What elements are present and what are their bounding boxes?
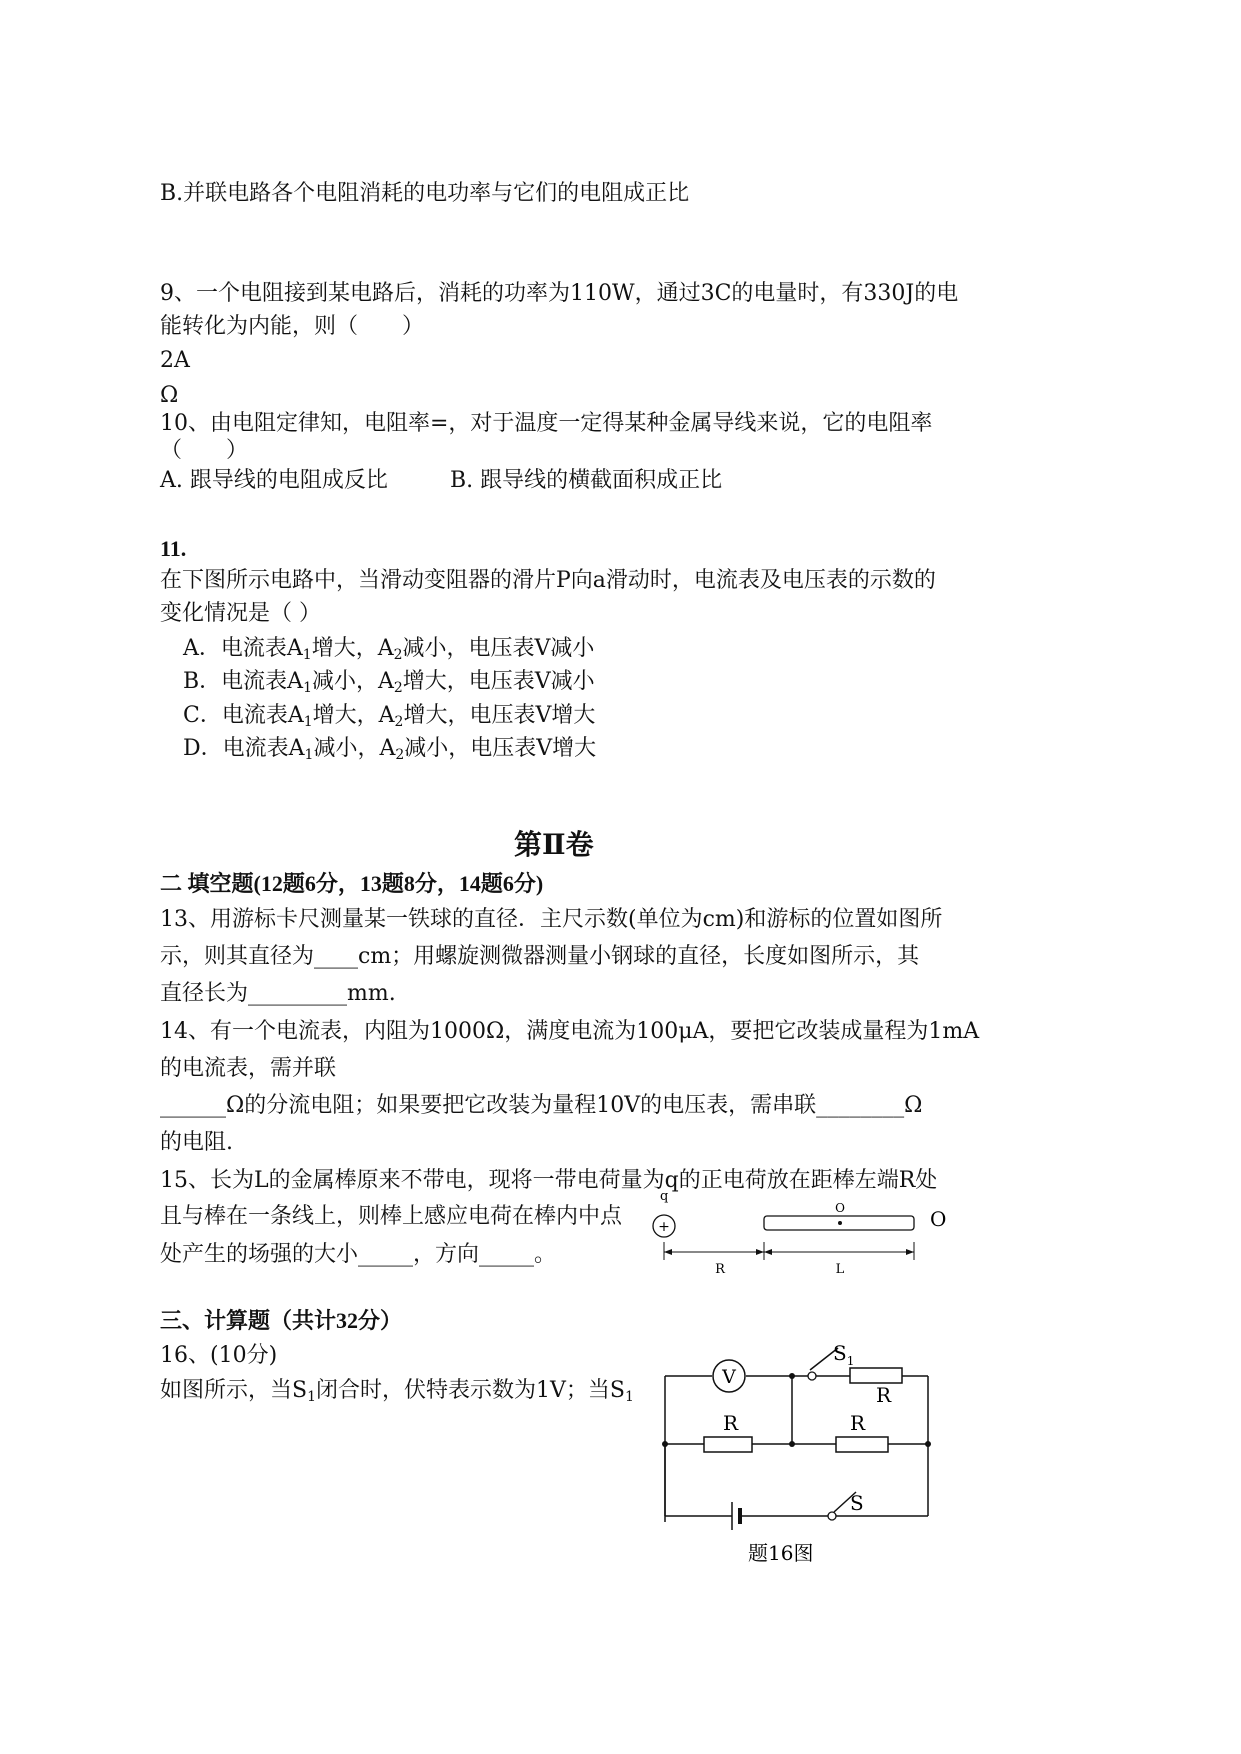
q13-line-1: 13、用游标卡尺测量某一铁球的直径．主尺示数(单位为cm)和游标的位置如图所: [160, 907, 943, 932]
resistor-top: [850, 1368, 902, 1383]
switch-s-contact: [828, 1512, 836, 1520]
switch-s1-label: $S_1$: [833, 1341, 855, 1368]
q15-charge-sign: +: [658, 1219, 670, 1235]
rod-midpoint-dot: [838, 1221, 842, 1225]
section-2-title: 第Ⅱ卷: [514, 830, 594, 861]
switch-s1-contact: [808, 1372, 816, 1380]
q16-circuit-figure: [650, 1330, 950, 1754]
q11-option-c: C．电流表$A_1$增大，$A_2$增大，电压表V增大: [183, 703, 596, 730]
q14-line-2: 的电流表，需并联: [160, 1056, 337, 1081]
q15-r-label: R: [715, 1262, 725, 1277]
q9-fragment-2: Ω: [160, 383, 179, 408]
q9-fragment-1: 2A: [160, 348, 190, 373]
resistor-left: [704, 1437, 752, 1452]
q11-line-2: 变化情况是（ ）: [160, 601, 321, 626]
q11-option-b: B．电流表$A_1$减小，$A_2$增大，电压表V减小: [183, 669, 595, 696]
q9-line-2: 能转化为内能，则（ ）: [160, 314, 425, 339]
arrow-left-icon: [664, 1249, 672, 1255]
q16-text: 如图所示，当$S_1$闭合时，伏特表示数为1V；当$S_1$: [160, 1378, 634, 1405]
section-2-heading: 二 填空题(12题6分，13题8分，14题6分): [160, 871, 544, 896]
q15-charge-label: q: [660, 1189, 669, 1204]
q13-line-3: 直径长为_________mm.: [160, 981, 396, 1006]
q14-line-3: ______Ω的分流电阻；如果要把它改装为量程10V的电压表，需串联________Ω: [160, 1093, 923, 1118]
section-3-heading: 三、计算题（共计32分）: [160, 1308, 403, 1333]
q15-line-2: 且与棒在一条线上，则棒上感应电荷在棒内中点: [160, 1204, 623, 1229]
q15-side-label: O: [930, 1207, 947, 1231]
figure-caption: 题16图: [748, 1541, 814, 1565]
q11-number: 11.: [160, 536, 187, 561]
resistor-left-label: R: [723, 1411, 739, 1435]
junction-dot: [789, 1441, 795, 1447]
q11-option-a: A．电流表$A_1$增大，$A_2$减小，电压表V减小: [183, 636, 595, 663]
resistor-top-label: R: [876, 1383, 892, 1407]
resistor-right-label: R: [850, 1411, 866, 1435]
q15-line-3: 处产生的场强的大小_____，方向_____。: [160, 1242, 557, 1267]
q10-line-1: 10、由电阻定律知，电阻率=，对于温度一定得某种金属导线来说，它的电阻率: [160, 411, 933, 436]
arrow-right-icon: [906, 1249, 914, 1255]
q15-figure: [640, 1180, 970, 1280]
q15-line-1: 15、长为L的金属棒原来不带电，现将一带电荷量为q的正电荷放在距棒左端R处: [160, 1168, 938, 1193]
q15-l-label: L: [835, 1262, 845, 1277]
switch-s-label: S: [850, 1491, 864, 1515]
junction-dot: [662, 1441, 668, 1447]
q10-option-b: B. 跟导线的横截面积成正比: [450, 468, 723, 493]
q14-line-4: 的电阻.: [160, 1130, 233, 1155]
junction-dot: [789, 1373, 795, 1379]
q11-line-1: 在下图所示电路中，当滑动变阻器的滑片P向a滑动时，电流表及电压表的示数的: [160, 568, 936, 593]
q13-line-2: 示，则其直径为____cm；用螺旋测微器测量小钢球的直径，长度如图所示，其: [160, 944, 920, 969]
q10-line-2: （ ）: [160, 438, 249, 463]
resistor-right: [836, 1437, 888, 1452]
q14-line-1: 14、有一个电流表，内阻为1000Ω，满度电流为100μA，要把它改装成量程为1mA: [160, 1019, 980, 1044]
q9-line-1: 9、一个电阻接到某电路后，消耗的功率为110W，通过3C的电量时，有330J的电: [160, 281, 959, 306]
arrow-right-icon: [756, 1249, 764, 1255]
junction-dot: [925, 1441, 931, 1447]
q11-option-d: D．电流表$A_1$减小，$A_2$减小，电压表V增大: [183, 736, 597, 763]
q15-center-label: O: [835, 1201, 845, 1215]
q8-option-b: B.并联电路各个电阻消耗的电功率与它们的电阻成正比: [160, 181, 690, 206]
arrow-left-icon: [764, 1249, 772, 1255]
voltmeter-label: V: [722, 1366, 736, 1388]
q16-points: 16、(10分): [160, 1343, 278, 1368]
q10-option-a: A. 跟导线的电阻成反比: [160, 468, 388, 493]
